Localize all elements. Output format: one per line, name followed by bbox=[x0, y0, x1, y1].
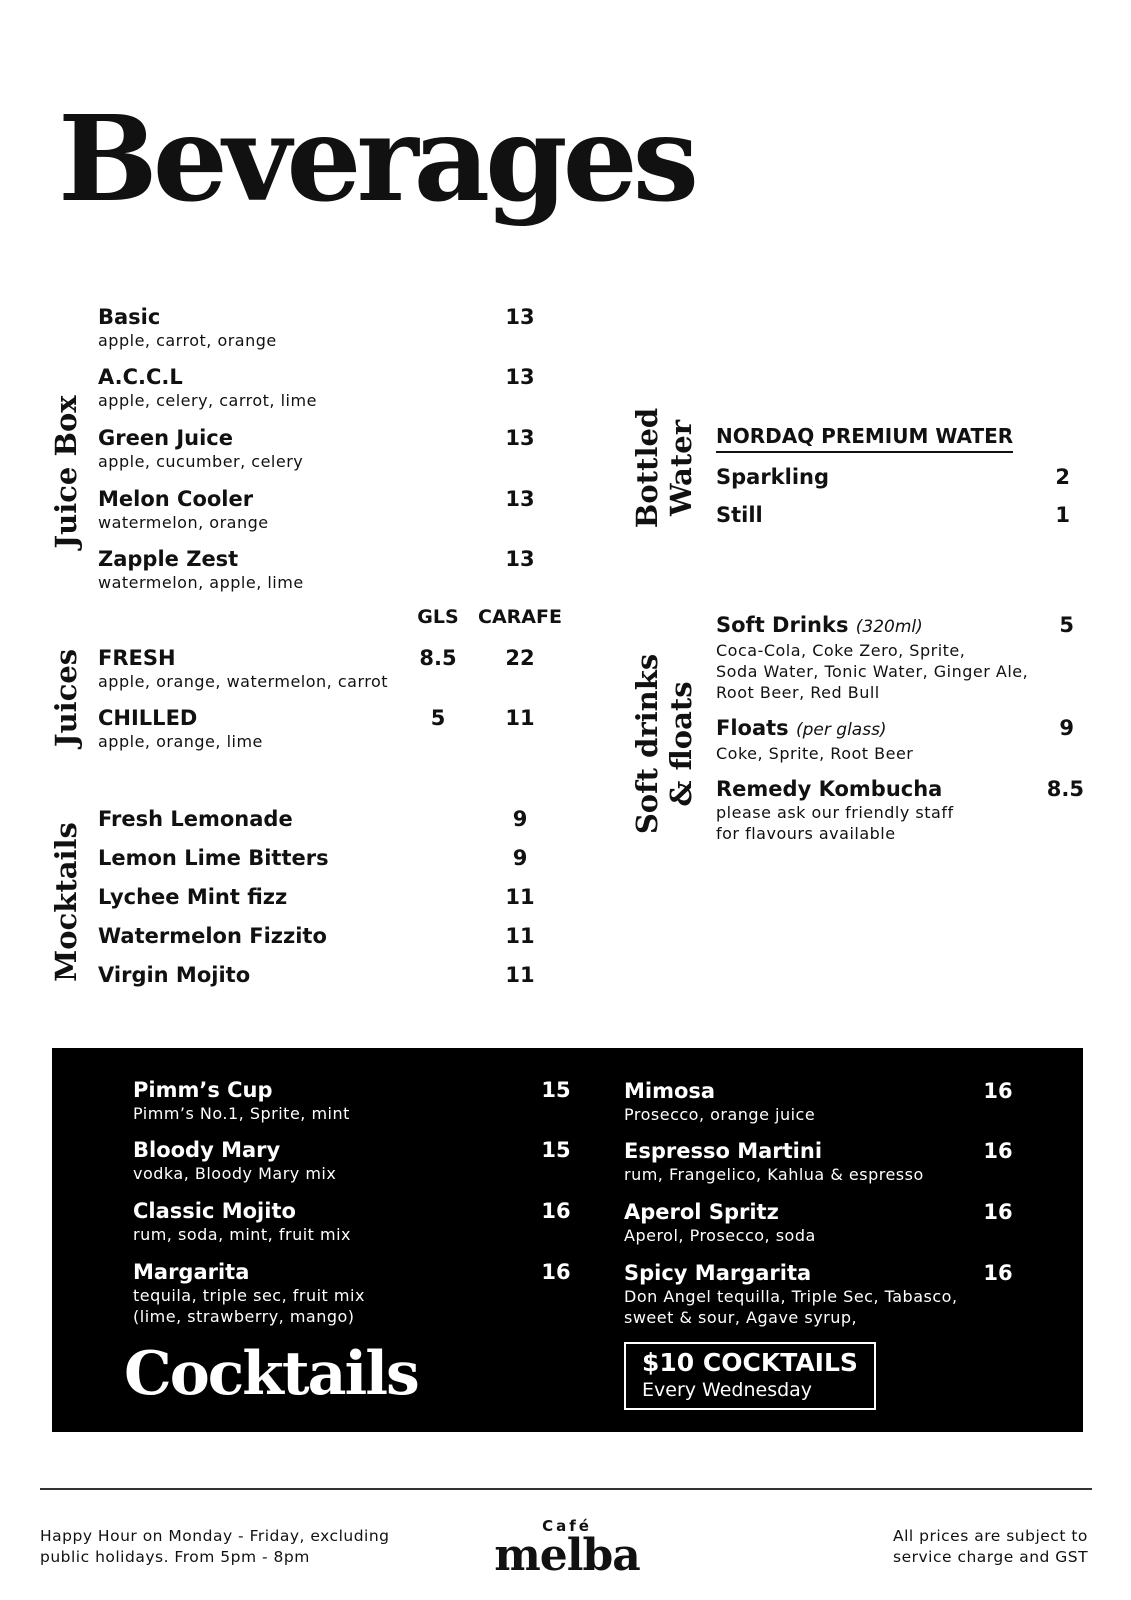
promo-box bbox=[624, 1342, 876, 1410]
item-desc: Pimm’s No.1, Sprite, mint bbox=[133, 1104, 350, 1123]
mocktails-heading: Mocktails bbox=[49, 822, 83, 982]
item-price-carafe: 11 bbox=[505, 706, 535, 730]
item-desc: Coke, Sprite, Root Beer bbox=[716, 744, 914, 763]
cocktail-item bbox=[624, 1260, 958, 1328]
item-desc: rum, Frangelico, Kahlua & espresso bbox=[624, 1165, 924, 1184]
item-name: Margarita bbox=[133, 1260, 250, 1284]
item-desc: apple, cucumber, celery bbox=[98, 452, 304, 471]
item-price: 11 bbox=[505, 963, 535, 987]
item-price: 11 bbox=[505, 885, 535, 909]
item-price: 15 bbox=[541, 1078, 571, 1102]
item-price: 9 bbox=[512, 807, 528, 831]
cocktail-item bbox=[133, 1137, 336, 1184]
juice-box-heading: Juice Box bbox=[49, 395, 83, 549]
heading-line: Soft drinks bbox=[630, 653, 664, 835]
item-name: Green Juice bbox=[98, 426, 233, 450]
logo-small-text: Café bbox=[542, 1517, 592, 1535]
cocktail-item bbox=[624, 1138, 924, 1185]
item-desc: sweet & sour, Agave syrup, bbox=[624, 1308, 858, 1327]
cocktails-heading: Cocktails bbox=[124, 1339, 418, 1409]
logo-big-text: melba bbox=[494, 1530, 640, 1581]
item-desc: watermelon, apple, lime bbox=[98, 573, 304, 592]
item-name: Bloody Mary bbox=[133, 1138, 281, 1162]
item-name: Espresso Martini bbox=[624, 1139, 823, 1163]
juices-heading: Juices bbox=[49, 648, 83, 748]
footer-line: service charge and GST bbox=[893, 1548, 1089, 1566]
item-desc: for flavours available bbox=[716, 824, 896, 843]
juice-box-item bbox=[98, 304, 277, 351]
item-price: 9 bbox=[1059, 716, 1074, 740]
water-brand: NORDAQ PREMIUM WATER bbox=[716, 423, 1013, 453]
item-name: Aperol Spritz bbox=[624, 1200, 779, 1224]
cocktails-panel bbox=[52, 1048, 1083, 1432]
water-item-name: Still bbox=[716, 503, 763, 527]
item-name: Pimm’s Cup bbox=[133, 1078, 273, 1102]
item-price: 16 bbox=[983, 1261, 1013, 1285]
item-price: 9 bbox=[512, 846, 528, 870]
item-price: 16 bbox=[541, 1260, 571, 1284]
item-name: A.C.C.L bbox=[98, 365, 183, 389]
item-price-gls: 5 bbox=[430, 706, 446, 730]
footer-line: public holidays. From 5pm - 8pm bbox=[40, 1548, 310, 1566]
juice-box-item bbox=[98, 425, 303, 472]
item-price: 15 bbox=[541, 1138, 571, 1162]
item-desc: please ask our friendly staff bbox=[716, 803, 954, 822]
item-desc: Coca-Cola, Coke Zero, Sprite, bbox=[716, 641, 966, 660]
item-price: 13 bbox=[505, 365, 535, 389]
item-price-gls: 8.5 bbox=[419, 646, 457, 670]
mocktail-name: Lemon Lime Bitters bbox=[98, 846, 329, 870]
cocktail-item bbox=[133, 1259, 365, 1327]
soft-drink-item bbox=[716, 776, 954, 844]
item-desc: Soda Water, Tonic Water, Ginger Ale, bbox=[716, 662, 1029, 681]
item-desc: Prosecco, orange juice bbox=[624, 1105, 816, 1124]
cocktail-item bbox=[133, 1198, 351, 1245]
pricing-note bbox=[893, 1526, 1088, 1568]
water-item-name: Sparkling bbox=[716, 465, 830, 489]
item-name: CHILLED bbox=[98, 706, 198, 730]
mocktail-name: Lychee Mint fizz bbox=[98, 885, 288, 909]
item-price: 16 bbox=[983, 1079, 1013, 1103]
footer-line: Happy Hour on Monday - Friday, excluding bbox=[40, 1527, 390, 1545]
item-name: Basic bbox=[98, 305, 161, 329]
item-desc: Root Beer, Red Bull bbox=[716, 683, 880, 702]
juice-item bbox=[98, 705, 263, 752]
item-desc: (lime, strawberry, mango) bbox=[133, 1307, 355, 1326]
item-desc: apple, orange, watermelon, carrot bbox=[98, 672, 389, 691]
item-name: Melon Cooler bbox=[98, 487, 254, 511]
item-price: 5 bbox=[1059, 613, 1074, 637]
item-desc: rum, soda, mint, fruit mix bbox=[133, 1225, 352, 1244]
col-header-carafe: CARAFE bbox=[478, 606, 562, 628]
item-price: 16 bbox=[983, 1139, 1013, 1163]
item-name: Zapple Zest bbox=[98, 547, 239, 571]
heading-line: & floats bbox=[664, 681, 698, 807]
item-desc: watermelon, orange bbox=[98, 513, 269, 532]
item-name: Mimosa bbox=[624, 1079, 716, 1103]
item-desc: Don Angel tequilla, Triple Sec, Tabasco, bbox=[624, 1287, 958, 1306]
cocktail-item bbox=[624, 1078, 815, 1125]
item-price: 13 bbox=[505, 547, 535, 571]
mocktail-name: Fresh Lemonade bbox=[98, 807, 293, 831]
item-name: FRESH bbox=[98, 646, 176, 670]
soft-drinks-heading bbox=[630, 654, 698, 834]
item-price: 13 bbox=[505, 487, 535, 511]
promo-subtitle: Every Wednesday bbox=[642, 1379, 813, 1401]
heading-line: Bottled bbox=[630, 407, 664, 529]
juice-box-item bbox=[98, 364, 317, 411]
mocktail-name: Virgin Mojito bbox=[98, 963, 251, 987]
item-price: 16 bbox=[983, 1200, 1013, 1224]
col-header-gls: GLS bbox=[417, 606, 459, 628]
promo-title: $10 COCKTAILS bbox=[642, 1348, 858, 1377]
soft-drink-item bbox=[716, 715, 913, 764]
juice-item bbox=[98, 645, 388, 692]
item-price: 13 bbox=[505, 305, 535, 329]
item-note: (320ml) bbox=[855, 617, 923, 637]
footer-divider bbox=[40, 1488, 1092, 1490]
item-desc: Aperol, Prosecco, soda bbox=[624, 1226, 816, 1245]
cocktail-item bbox=[624, 1199, 816, 1246]
item-name: Remedy Kombucha bbox=[716, 777, 943, 801]
item-price-carafe: 22 bbox=[505, 646, 535, 670]
item-price: 8.5 bbox=[1046, 777, 1084, 801]
item-price: 2 bbox=[1055, 465, 1070, 489]
cafe-melba-logo bbox=[487, 1517, 647, 1581]
item-name: Soft Drinks bbox=[716, 613, 849, 637]
heading-line: Water bbox=[664, 420, 698, 516]
cocktail-item bbox=[133, 1077, 350, 1124]
item-name: Spicy Margarita bbox=[624, 1261, 812, 1285]
item-desc: apple, carrot, orange bbox=[98, 331, 277, 350]
happy-hour-note bbox=[40, 1526, 390, 1568]
item-price: 1 bbox=[1055, 503, 1070, 527]
item-name: Floats bbox=[716, 716, 789, 740]
bottled-water-heading bbox=[630, 408, 698, 528]
item-desc: apple, orange, lime bbox=[98, 732, 263, 751]
soft-drink-item bbox=[716, 612, 1028, 703]
item-desc: tequila, triple sec, fruit mix bbox=[133, 1286, 365, 1305]
juice-box-item bbox=[98, 546, 304, 593]
mocktail-name: Watermelon Fizzito bbox=[98, 924, 327, 948]
item-price: 13 bbox=[505, 426, 535, 450]
item-note: (per glass) bbox=[796, 720, 887, 740]
page-title: Beverages bbox=[58, 89, 695, 228]
item-desc: apple, celery, carrot, lime bbox=[98, 391, 317, 410]
footer-line: All prices are subject to bbox=[893, 1527, 1088, 1545]
item-desc: vodka, Bloody Mary mix bbox=[133, 1164, 337, 1183]
juice-box-item bbox=[98, 486, 269, 533]
item-price: 11 bbox=[505, 924, 535, 948]
item-price: 16 bbox=[541, 1199, 571, 1223]
item-name: Classic Mojito bbox=[133, 1199, 296, 1223]
